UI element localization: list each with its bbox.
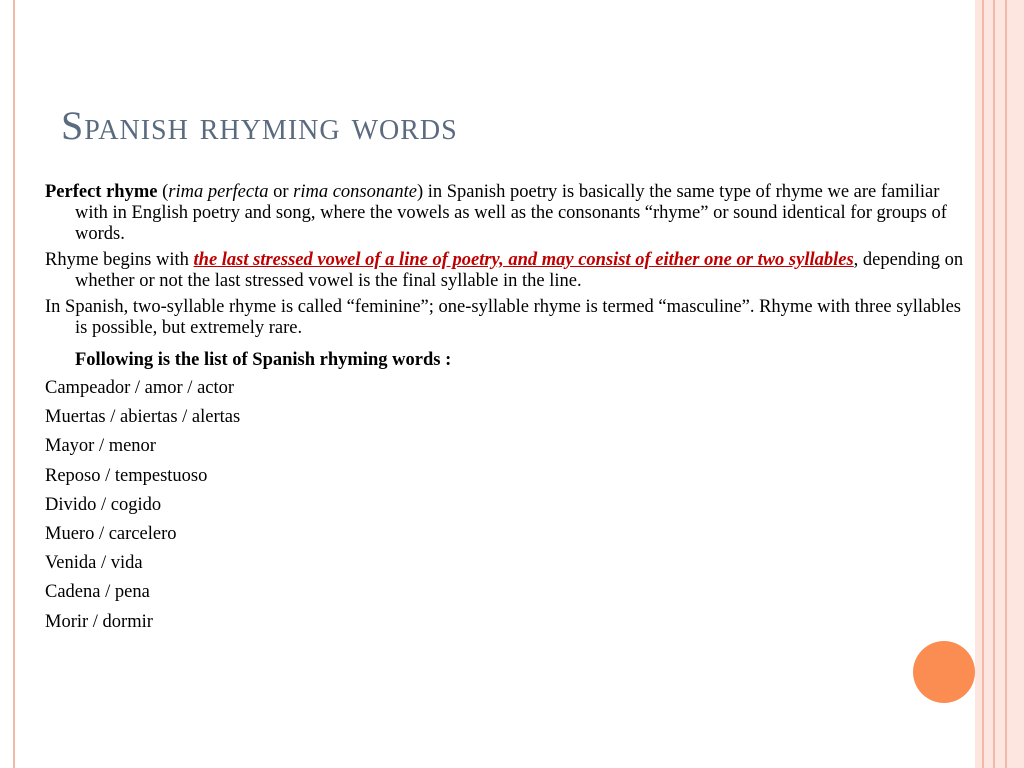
list-item: Mayor / menor: [45, 436, 156, 457]
highlighted-phrase: the last stressed vowel of a line of poetry, and may consist of either one or two syllables: [193, 250, 854, 270]
left-frame-line: [13, 0, 15, 768]
slide-body: [45, 182, 970, 641]
term-rima-consonante: rima consonante: [293, 182, 417, 202]
list-heading: Following is the list of Spanish rhyming words :: [75, 350, 452, 370]
text-fragment: Rhyme begins with: [45, 250, 194, 270]
term-perfect-rhyme: Perfect rhyme: [45, 182, 158, 202]
list-item: Muertas / abiertas / alertas: [45, 407, 241, 428]
list-item: Reposo / tempestuoso: [45, 465, 208, 486]
text-fragment: ) in Spanish poetry is basically the same type of rhyme we are familiar with in English poetry and song, where the vowels as well as the consonants “rhyme” or sound identical for groups of words.: [75, 182, 947, 244]
slide-title: Spanish rhyming words: [61, 103, 458, 148]
list-item: Venida / vida: [45, 553, 143, 574]
list-item: Muero / carcelero: [45, 523, 177, 544]
text-fragment: , depending on whether or not the last stressed vowel is the final syllable in the line.: [75, 250, 964, 291]
right-frame-line: [982, 0, 984, 768]
right-frame-line: [1005, 0, 1007, 768]
text-fragment: or: [268, 182, 294, 202]
right-frame-line: [993, 0, 995, 768]
list-item: Morir / dormir: [45, 611, 153, 632]
list-item: Divido / cogido: [45, 494, 162, 515]
paragraph-feminine-masculine: In Spanish, two-syllable rhyme is called “feminine”; one-syllable rhyme is termed “masculine”. Rhyme with three syllables is possible, but extremely rare.: [45, 297, 962, 338]
list-item: Campeador / amor / actor: [45, 378, 235, 398]
paragraph-rhyme-begins: [45, 250, 970, 292]
paragraph-perfect-rhyme: [45, 182, 970, 245]
text-fragment: (: [157, 182, 169, 202]
term-rima-perfecta: rima perfecta: [168, 182, 269, 202]
list-item: Cadena / pena: [45, 582, 150, 603]
rhyming-word-list: [45, 378, 970, 641]
decorative-orange-circle: [913, 641, 975, 703]
